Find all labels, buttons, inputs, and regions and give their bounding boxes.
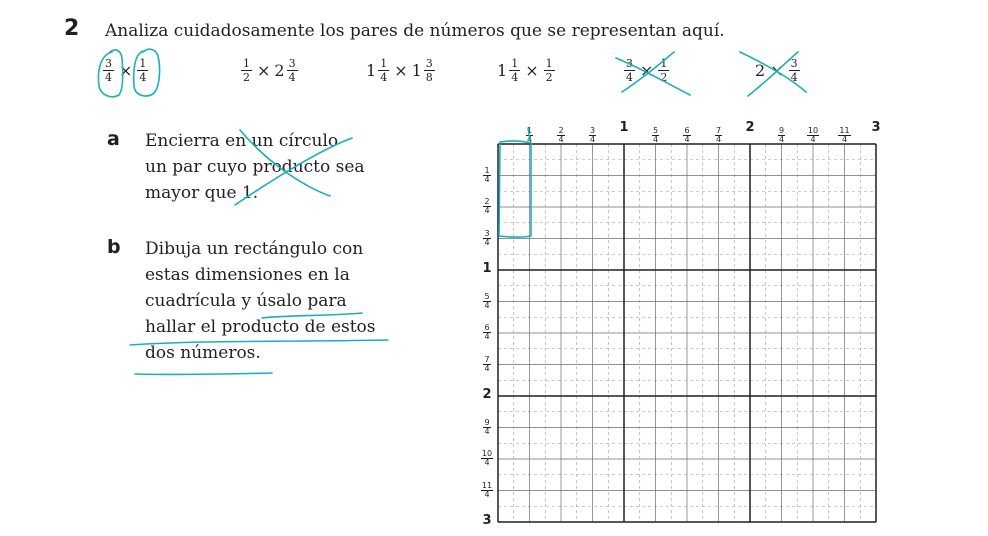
times-sign: × [394, 61, 408, 80]
grid-left-label: 2 [482, 387, 492, 402]
fraction: $\frac{3}{4}$ [626, 57, 633, 84]
circle-annotation [98, 50, 122, 97]
grid-top-label: $\frac{2}{4}$ [558, 126, 564, 144]
item-b-line: dos números. [145, 343, 261, 363]
grid-top-label: $\frac{3}{4}$ [589, 126, 596, 144]
item-b-line: Dibuja un rectángulo con [145, 239, 364, 259]
grid-top-label: 2 [745, 120, 755, 135]
grid-top-label: $\frac{9}{4}$ [778, 126, 785, 144]
item-b-line: estas dimensiones en la [145, 265, 350, 285]
grid-left-label: $\frac{10}{4}$ [481, 449, 493, 467]
times-sign: × [640, 61, 654, 80]
cross-annotation [748, 52, 798, 96]
exercise-instruction: Analiza cuidadosamente los pares de números que se representan aquí. [105, 21, 725, 41]
fraction: $\frac{1}{2}$ [545, 57, 553, 84]
fraction: $\frac{1}{2}$ [243, 57, 250, 84]
grid-left-label: $\frac{5}{4}$ [484, 291, 490, 310]
item-a-line: mayor que 1. [145, 183, 259, 203]
item-a-line: Encierra en un círculo [145, 131, 339, 151]
fraction: $\frac{3}{4}$ [288, 57, 296, 84]
grid-top-label: 1 [619, 120, 629, 135]
multiplication-grid [498, 144, 876, 522]
grid-left-label: $\frac{6}{4}$ [484, 323, 490, 341]
grid-left-label: 1 [482, 261, 492, 276]
grid-left-label: $\frac{3}{4}$ [484, 228, 490, 247]
grid-left-label: $\frac{1}{4}$ [484, 165, 490, 184]
fraction: $\frac{1}{4}$ [139, 57, 147, 84]
times-sign: × [257, 61, 271, 80]
fraction: $\frac{1}{4}$ [380, 57, 388, 84]
cross-annotation [235, 138, 352, 205]
strike-annotation [262, 313, 362, 318]
times-sign: × [770, 61, 784, 80]
grid-top-label: $\frac{7}{4}$ [715, 126, 722, 144]
grid-top-label: $\frac{1}{4}$ [526, 126, 533, 144]
grid-left-label: $\frac{2}{4}$ [484, 197, 490, 215]
rectangle-annotation [528, 128, 530, 140]
circle-annotation [134, 49, 160, 96]
whole-part: 2 [755, 61, 766, 80]
strike-annotation [130, 340, 388, 345]
times-sign: × [119, 61, 133, 80]
cross-annotation [240, 130, 330, 196]
cross-annotation [622, 52, 674, 92]
times-sign: × [525, 61, 539, 80]
cross-annotation [740, 52, 806, 92]
grid-top-label: $\frac{6}{4}$ [684, 126, 690, 144]
fraction: $\frac{1}{2}$ [660, 57, 668, 84]
fraction: $\frac{3}{4}$ [105, 57, 112, 84]
grid-top-label: $\frac{10}{4}$ [807, 126, 819, 144]
strike-annotation [135, 373, 272, 374]
grid-left-label: 3 [482, 513, 492, 528]
fraction: $\frac{1}{4}$ [511, 57, 519, 84]
rectangle-annotation [499, 141, 531, 237]
grid-top-label: 3 [871, 120, 881, 135]
whole-part: 1 [411, 61, 422, 80]
whole-part: 1 [497, 61, 508, 80]
item-a-line: un par cuyo producto sea [145, 157, 365, 177]
grid-left-label: $\frac{7}{4}$ [484, 354, 490, 373]
item-a-letter: a [107, 128, 120, 150]
grid-top-label: $\frac{11}{4}$ [839, 126, 850, 144]
fraction: $\frac{3}{8}$ [425, 57, 433, 84]
grid-left-label: $\frac{11}{4}$ [481, 480, 493, 499]
item-b-line: hallar el producto de estos [145, 317, 376, 337]
item-b-line: cuadrícula y úsalo para [145, 291, 347, 311]
grid-left-label: $\frac{9}{4}$ [484, 417, 490, 436]
grid-top-label: $\frac{5}{4}$ [652, 126, 659, 144]
pen-annotations [98, 49, 806, 374]
whole-part: 2 [274, 61, 285, 80]
exercise-number: 2 [64, 16, 80, 41]
whole-part: 1 [366, 61, 377, 80]
item-b-letter: b [107, 236, 121, 258]
fraction: $\frac{3}{4}$ [790, 57, 798, 84]
